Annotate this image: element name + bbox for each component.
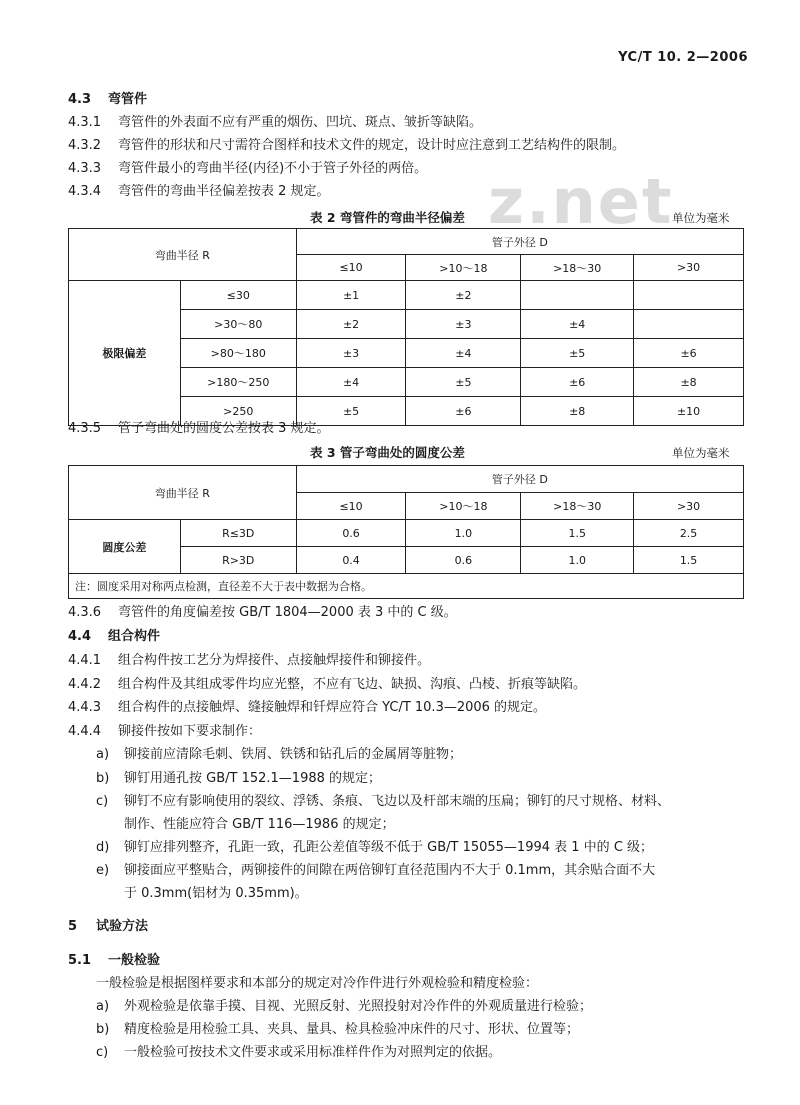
table2-row-label: >250 bbox=[180, 397, 296, 426]
clause-4-3-2: 4.3.2 弯管件的形状和尺寸需符合图样和技术文件的规定，设计时应注意到工艺结构件的限制。 bbox=[68, 138, 626, 153]
table2-cell: ±8 bbox=[634, 368, 744, 397]
table2-row-label: ≤30 bbox=[180, 281, 296, 310]
table2-row-label: >180～250 bbox=[180, 368, 296, 397]
table3-cell: 1.0 bbox=[521, 547, 634, 574]
table3-corner: 弯曲半径 R bbox=[69, 466, 297, 520]
table3-caption: 表 3 管子弯曲处的圆度公差 bbox=[310, 445, 465, 460]
table3-cell: 1.5 bbox=[634, 547, 744, 574]
table3-cell: 1.0 bbox=[406, 520, 521, 547]
table2-cell: ±4 bbox=[521, 310, 634, 339]
list-item-e-continued: 于 0.3mm(铝材为 0.35mm)。 bbox=[124, 886, 308, 901]
section-5-heading: 5 试验方法 bbox=[68, 919, 149, 934]
table2-cell: ±8 bbox=[521, 397, 634, 426]
section-4-4-heading: 4.4 组合构件 bbox=[68, 629, 161, 644]
table3-cell: 2.5 bbox=[634, 520, 744, 547]
table2-cell: ±2 bbox=[406, 281, 521, 310]
table2-caption: 表 2 弯管件的弯曲半径偏差 bbox=[310, 210, 465, 225]
table3-cell: 0.6 bbox=[406, 547, 521, 574]
table3-col: >30 bbox=[634, 493, 744, 520]
table2-cell bbox=[634, 281, 744, 310]
table2-cell: ±2 bbox=[296, 310, 406, 339]
list-item-b: b) 铆钉用通孔按 GB/T 152.1—1988 的规定； bbox=[96, 771, 382, 786]
section-4-3-heading: 4.3 弯管件 bbox=[68, 92, 148, 107]
clause-4-4-1: 4.4.1 组合构件按工艺分为焊接件、点接触焊接件和铆接件。 bbox=[68, 653, 431, 668]
list-item-c: c) 铆钉不应有影响使用的裂纹、浮锈、条痕、飞边以及杆部末端的压扁；铆钉的尺寸规格、材料、 bbox=[96, 794, 671, 809]
table2-row-label: >80～180 bbox=[180, 339, 296, 368]
table3-row-label: R≤3D bbox=[180, 520, 296, 547]
table3-cell: 0.6 bbox=[296, 520, 406, 547]
section-5-1-intro: 一般检验是根据图样要求和本部分的规定对冷作件进行外观检验和精度检验： bbox=[96, 976, 539, 991]
table2 bbox=[68, 228, 744, 426]
table2-cell bbox=[521, 281, 634, 310]
table2-col: >10～18 bbox=[406, 255, 521, 281]
watermark: z.net bbox=[488, 165, 674, 238]
clause-4-3-3: 4.3.3 弯管件最小的弯曲半径(内径)不小于管子外径的两倍。 bbox=[68, 161, 428, 176]
table2-cell: ±6 bbox=[406, 397, 521, 426]
clause-4-4-3: 4.4.3 组合构件的点接触焊、缝接触焊和钎焊应符合 YC/T 10.3—2006 的规定。 bbox=[68, 700, 547, 715]
table2-col: >18～30 bbox=[521, 255, 634, 281]
table3-col: ≤10 bbox=[296, 493, 406, 520]
table2-cell bbox=[634, 310, 744, 339]
clause-4-4-2: 4.4.2 组合构件及其组成零件均应光整，不应有飞边、缺损、沟痕、凸棱、折痕等缺陷。 bbox=[68, 677, 587, 692]
table2-cell: ±6 bbox=[521, 368, 634, 397]
check-item-a: a) 外观检验是依靠手摸、目视、光照反射、光照投射对冷作件的外观质量进行检验； bbox=[96, 999, 593, 1014]
table3 bbox=[68, 465, 744, 599]
clause-4-3-4: 4.3.4 弯管件的弯曲半径偏差按表 2 规定。 bbox=[68, 184, 330, 199]
table2-col: >30 bbox=[634, 255, 744, 281]
table2-row-label: >30～80 bbox=[180, 310, 296, 339]
check-item-c: c) 一般检验可按技术文件要求或采用标准样件作为对照判定的依据。 bbox=[96, 1045, 502, 1060]
table2-unit: 单位为毫米 bbox=[672, 211, 730, 225]
table2-cell: ±10 bbox=[634, 397, 744, 426]
table3-row-label: R>3D bbox=[180, 547, 296, 574]
clause-4-3-5: 4.3.5 管子弯曲处的圆度公差按表 3 规定。 bbox=[68, 421, 330, 436]
table2-cell: ±6 bbox=[634, 339, 744, 368]
table2-cell: ±4 bbox=[296, 368, 406, 397]
table3-cell: 1.5 bbox=[521, 520, 634, 547]
table2-cell: ±3 bbox=[296, 339, 406, 368]
table2-cell: ±5 bbox=[296, 397, 406, 426]
table2-cell: ±3 bbox=[406, 310, 521, 339]
table2-cell: ±5 bbox=[406, 368, 521, 397]
table3-group-header: 管子外径 D bbox=[296, 466, 743, 493]
table3-row-header: 圆度公差 bbox=[69, 520, 181, 574]
table3-col: >18～30 bbox=[521, 493, 634, 520]
table2-cell: ±1 bbox=[296, 281, 406, 310]
table2-corner: 弯曲半径 R bbox=[69, 229, 297, 281]
table3-col: >10～18 bbox=[406, 493, 521, 520]
table2-col: ≤10 bbox=[296, 255, 406, 281]
check-item-b: b) 精度检验是用检验工具、夹具、量具、检具检验冲床件的尺寸、形状、位置等； bbox=[96, 1022, 580, 1037]
list-item-c-continued: 制作、性能应符合 GB/T 116—1986 的规定； bbox=[124, 817, 395, 832]
section-5-1-heading: 5.1 一般检验 bbox=[68, 953, 161, 968]
standard-code: YC/T 10. 2—2006 bbox=[618, 50, 748, 65]
table2-cell: ±5 bbox=[521, 339, 634, 368]
list-item-a: a) 铆接前应清除毛刺、铁屑、铁锈和钻孔后的金属屑等脏物； bbox=[96, 747, 463, 762]
table3-note: 注：圆度采用对称两点检测，直径差不大于表中数据为合格。 bbox=[69, 574, 744, 599]
clause-4-3-1: 4.3.1 弯管件的外表面不应有严重的烟伤、凹坑、斑点、皱折等缺陷。 bbox=[68, 115, 483, 130]
table2-row-header: 极限偏差 bbox=[69, 281, 181, 426]
clause-4-3-6: 4.3.6 弯管件的角度偏差按 GB/T 1804—2000 表 3 中的 C 级。 bbox=[68, 605, 457, 620]
table3-unit: 单位为毫米 bbox=[672, 446, 730, 460]
table2-group-header: 管子外径 D bbox=[296, 229, 743, 255]
clause-4-4-4: 4.4.4 铆接件按如下要求制作： bbox=[68, 724, 262, 739]
table3-cell: 0.4 bbox=[296, 547, 406, 574]
table2-cell: ±4 bbox=[406, 339, 521, 368]
list-item-d: d) 铆钉应排列整齐，孔距一致，孔距公差值等级不低于 GB/T 15055—1994 表 1 中的 C 级； bbox=[96, 840, 654, 855]
list-item-e: e) 铆接面应平整贴合，两铆接件的间隙在两倍铆钉直径范围内不大于 0.1mm，其余贴合面不大 bbox=[96, 863, 656, 878]
